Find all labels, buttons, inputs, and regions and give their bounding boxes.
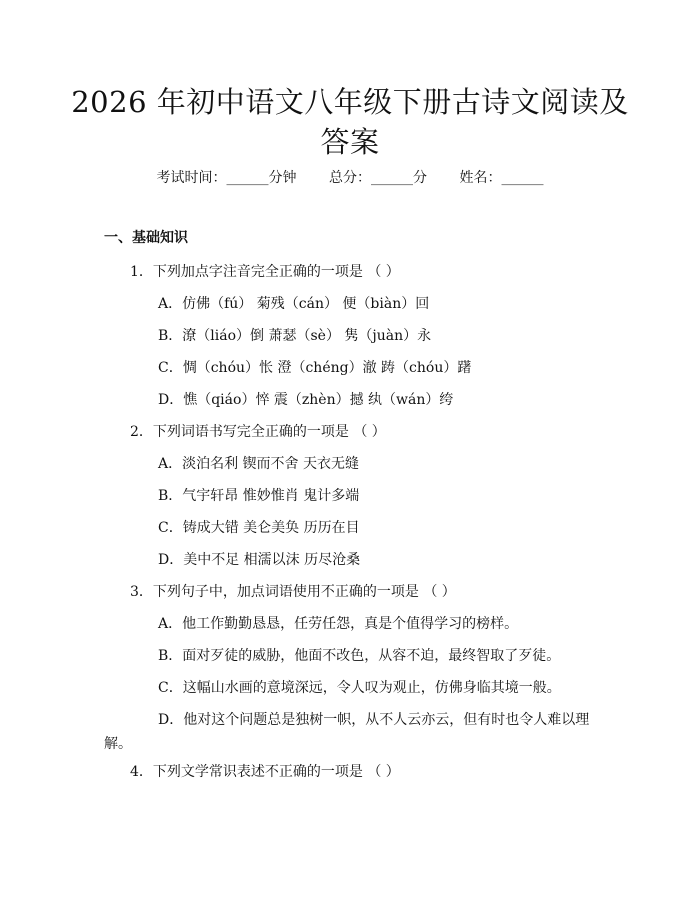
question-option: C．铸成大错 美仑美奂 历历在目: [158, 520, 360, 536]
exam-meta: [0, 168, 700, 188]
question-stem: 4．下列文学常识表述不正确的一项是 （ ）: [130, 764, 400, 780]
question-option: D．他对这个问题总是独树一帜，从不人云亦云，但有时也令人难以理解。: [104, 712, 590, 752]
question-stem: 1．下列加点字注音完全正确的一项是 （ ）: [130, 264, 400, 280]
question-option: B．气宇轩昂 惟妙惟肖 鬼计多端: [158, 488, 360, 504]
exam-time: 考试时间：______分钟: [156, 170, 297, 186]
question-option: C．惆（chóu）怅 澄（chéng）澈 踌（chóu）躇: [158, 360, 472, 376]
exam-score: 总分：______分: [329, 170, 427, 186]
question-option: B．潦（liáo）倒 萧瑟（sè） 隽（juàn）永: [158, 328, 432, 344]
question-stem: 3．下列句子中，加点词语使用不正确的一项是 （ ）: [130, 584, 456, 600]
question-option: D．美中不足 相濡以沫 历尽沧桑: [158, 552, 361, 568]
question-option: D．憔（qiáo）悴 震（zhèn）撼 纨（wán）绔: [158, 392, 454, 408]
exam-name: 姓名：______: [459, 170, 544, 186]
question-option: C．这幅山水画的意境深远，令人叹为观止，仿佛身临其境一般。: [158, 680, 561, 696]
section-heading: 一、基础知识: [104, 230, 188, 246]
question-stem: 2．下列词语书写完全正确的一项是 （ ）: [130, 424, 386, 440]
page-title: 2026 年初中语文八年级下册古诗文阅读及答案: [71, 85, 629, 159]
question-option: B．面对歹徒的威胁，他面不改色，从容不迫，最终智取了歹徒。: [158, 648, 561, 664]
question-option: A．他工作勤勤恳恳，任劳任怨，真是个值得学习的榜样。: [158, 616, 519, 632]
question-option: A．仿佛（fú） 菊残（cán） 便（biàn）回: [158, 296, 430, 312]
question-option: A．淡泊名利 锲而不舍 天衣无缝: [158, 456, 360, 472]
